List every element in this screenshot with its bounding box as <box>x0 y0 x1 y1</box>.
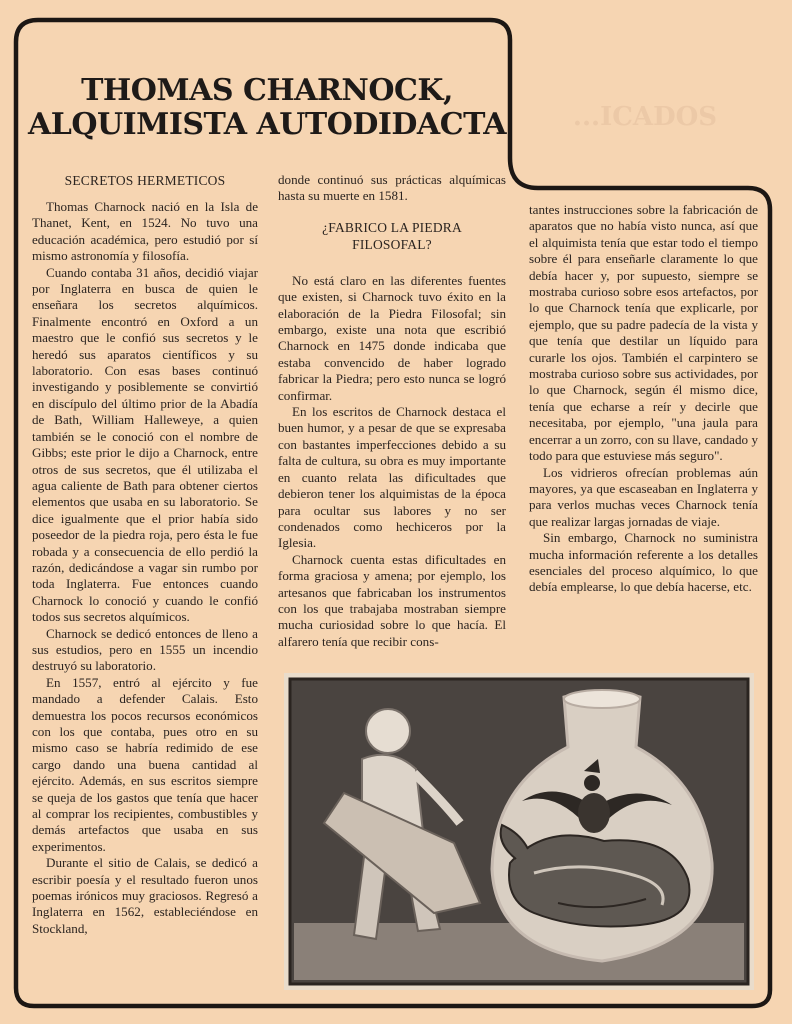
paragraph: En los escritos de Charnock destaca el buen humor, y a pesar de que se expresaba con bastantes imperfecciones debido a su falta de cultura, su obra es muy importante en cuanto relata las dificultades que debieron tener los alquimistas de la época para ocultar sus labores y no ser condenados como hechiceros por la Iglesia. <box>278 404 506 551</box>
paragraph: Thomas Charnock nació en la Isla de Thanet, Kent, en 1524. No tuvo una educación académica, pero estudió por sí mismo astronomía y filosofía. <box>32 199 258 264</box>
paragraph: Los vidrieros ofrecían problemas aún mayores, ya que escaseaban en Inglaterra y para verlos muchas veces Charnock tenía que realizar largas jornadas de viaje. <box>529 464 758 529</box>
heading-line-2: FILOSOFAL? <box>352 236 432 252</box>
bleed-through-text: ...ICADOS <box>572 102 718 132</box>
alchemy-illustration <box>284 673 754 990</box>
title-line-1: THOMAS CHARNOCK, <box>81 73 453 108</box>
paragraph: Charnock cuenta estas dificultades en forma graciosa y amena; por ejemplo, los artesanos que fabricaban los instrumentos con los que trabajaba mostraban siempre mucha curiosidad sobre lo que hacía. El alfarero tenía que recibir cons- <box>278 551 506 649</box>
section-heading-secretos: SECRETOS HERMETICOS <box>64 173 226 188</box>
paragraph: Cuando contaba 31 años, decidió viajar por Inglaterra en busca de quien le enseñara los secretos alquímicos. Finalmente encontró en Oxford a un maestro que le confió sus secretos y le heredó sus aparatos científicos y su laboratorio. Con esas bases continuó investigando y posiblemente se convirtió en discípulo del último prior de la Abadía de Bath, William Halleweye, a quien también se le conoció con el nombre de Gibbs; este prior le dijo a Charnock, entre otros de sus secretos, que él utilizaba el agua caliente de Bath para obtener ciertos elementos que usaba en su laboratorio. Se dice igualmente que el prior había sido poseedor de la piedra roja, pero ésta le fue robada y a consecuencia de ello perdió la razón, dedicándose a vagar sin rumbo por toda Inglaterra. Fue entonces cuando Charnock lo conoció y cuando le confió todos sus secretos alquímicos. <box>32 264 258 625</box>
paragraph: Sin embargo, Charnock no suministra mucha información referente a los detalles esenciales del proceso alquímico, lo que debía emplearse, lo que debía hacerse, etc. <box>529 530 758 595</box>
title-line-2: ALQUIMISTA AUTODIDACTA <box>27 107 507 142</box>
paragraph: tantes instrucciones sobre la fabricación de aparatos que no había visto nunca, así que el alquimista tenía que estar todo el tiempo sobre él para enseñarle claramente lo que debía hacer y, por supuesto, siempre se mostraba curioso sobre esos artefactos, por lo que Charnock tenía que explicarle, por ejemplo, que su padre padecía de la vista y que tenía que destilar un líquido para curarle los ojos. También el carpintero se mostraba curioso sobre sus actividades, por lo que Charnock, según él mismo dice, tenía que echarse a reír y decirle que necesitaba, por ejemplo, "una jaula para encerrar a un zorro, con su llave, candado y todo para que estuviese más seguro". <box>529 202 758 464</box>
paragraph: Durante el sitio de Calais, se dedicó a escribir poesía y el resultado fueron unos poemas irónicos muy graciosos. Regresó a Inglaterra en 1562, estableciéndose en Stockland, <box>32 855 258 936</box>
paragraph-continuation: donde continuó sus prácticas alquímicas hasta su muerte en 1581. <box>278 172 506 204</box>
column-2 <box>278 172 506 650</box>
article-title <box>20 74 514 142</box>
column-1 <box>32 172 258 937</box>
section-heading-piedra <box>278 219 506 253</box>
paragraph: En 1557, entró al ejército y fue mandado a defender Calais. Esto demuestra los pocos recursos económicos con los que contaba, pues otro en su mismo caso se habría redimido de ese cargo dando una buena cantidad al ejército. Además, en sus escritos siempre se queja de los gastos que tenía que hacer al comprar los recipientes, combustibles y demás artefactos que usaba en sus experimentos. <box>32 674 258 854</box>
paragraph: No está claro en las diferentes fuentes que existen, si Charnock tuvo éxito en la elaboración de la Piedra Filosofal; sin embargo, existe una nota que escribió Charnock en 1475 donde indicaba que estaba convencido de haber logrado fabricar la Piedra; pero esto nunca se logró confirmar. <box>278 272 506 403</box>
heading-line-1: ¿FABRICO LA PIEDRA <box>322 219 462 235</box>
paragraph: Charnock se dedicó entonces de lleno a sus estudios, pero en 1555 un incendio destruyó su laboratorio. <box>32 625 258 674</box>
column-3 <box>529 202 758 596</box>
